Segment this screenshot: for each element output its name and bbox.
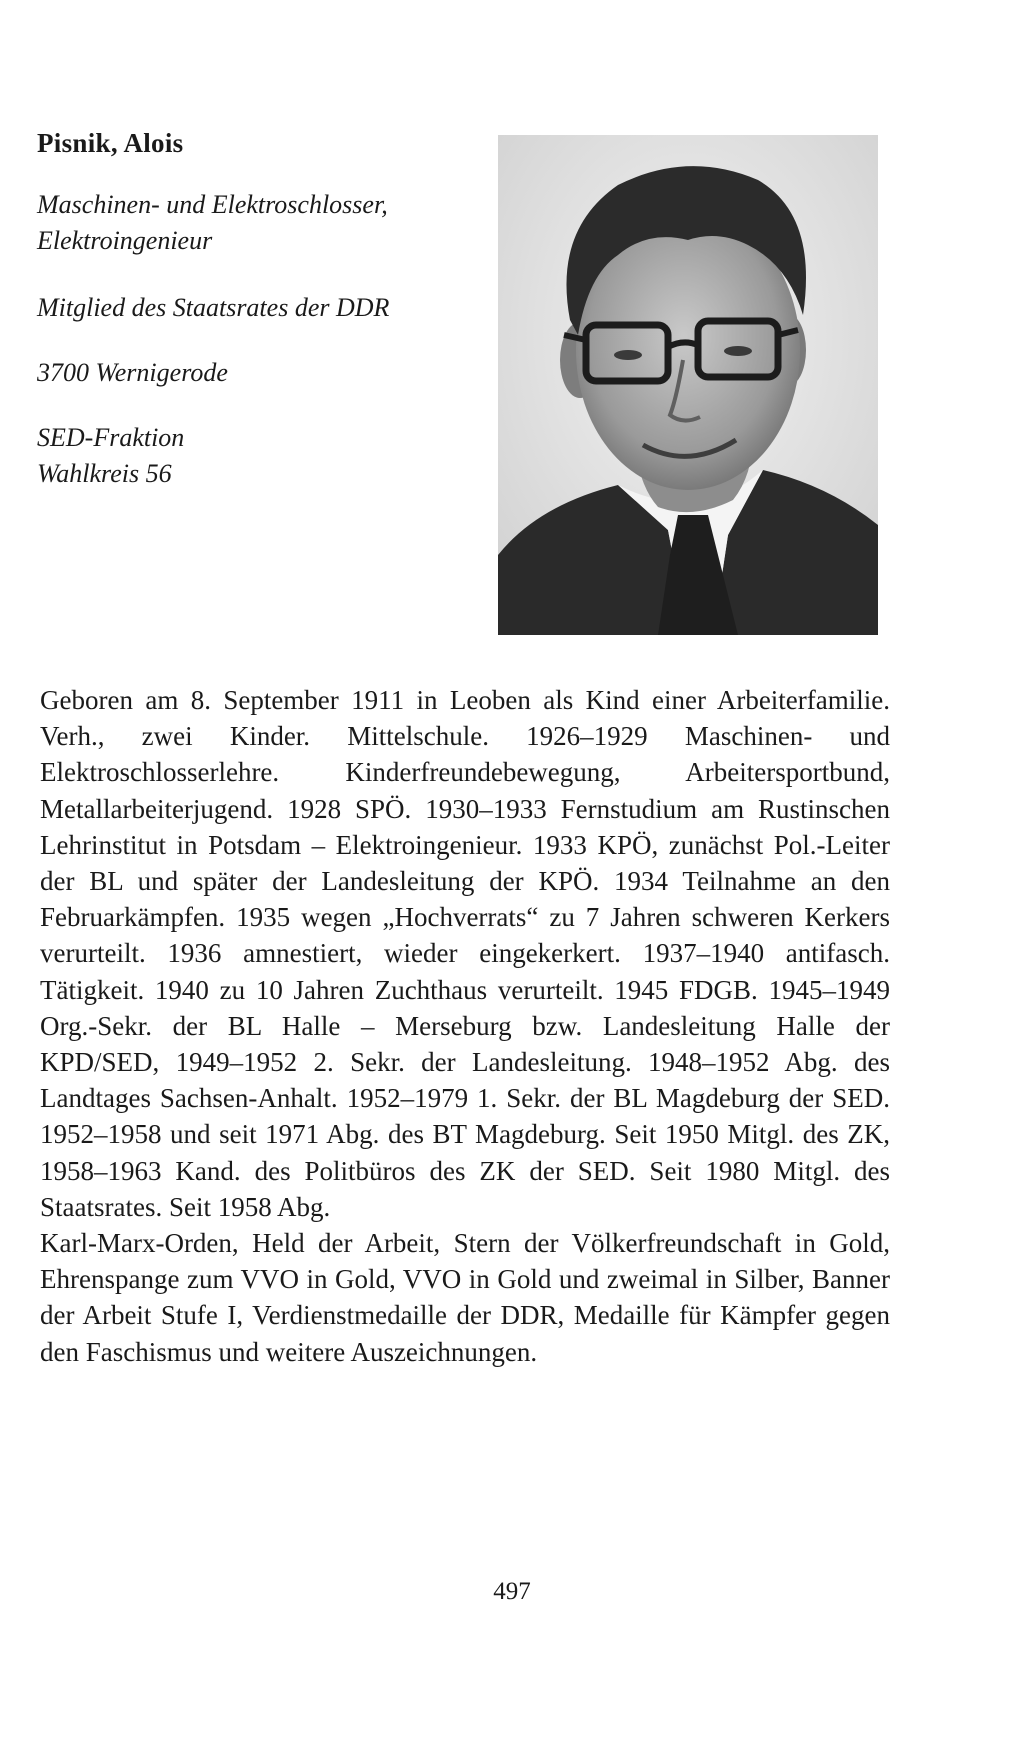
biography [40, 682, 890, 1370]
membership-role [37, 290, 389, 326]
parliament-group [37, 420, 184, 492]
address [37, 355, 228, 391]
awards-paragraph: Karl-Marx-Orden, Held der Arbeit, Stern der Völkerfreundschaft in Gold, Ehrenspange zum VVO in Gold, VVO in Gold und zweimal in Silber, Banner der Arbeit Stufe I, Verdienstmedaille der DDR, Medaille für Kämpfer gegen den Faschismus und weitere Auszeichnungen. [40, 1228, 890, 1367]
profession-line-1: Maschinen- und Elektroschlosser, [37, 190, 388, 219]
portrait-image [498, 135, 878, 635]
portrait-photo [498, 135, 878, 635]
profession-line-2: Elektroingenieur [37, 226, 213, 255]
person-name: Pisnik, Alois [37, 128, 184, 158]
profession [37, 187, 457, 259]
address-text: 3700 Wernigerode [37, 358, 228, 387]
constituency-text: Wahlkreis 56 [37, 459, 172, 488]
fraction-text: SED-Fraktion [37, 423, 185, 452]
biography-paragraph: Geboren am 8. September 1911 in Leoben als Kind einer Arbeiterfamilie. Verh., zwei Kinder. Mittelschule. 1926–1929 Maschinen- und Elektroschlosserlehre. Kinderfreundebewegung, Arbeitersportbund, Metallarbeiterjugend. 1928 SPÖ. 1930–1933 Fernstudium am Rustinschen Lehrinstitut in Potsdam – Elektroingenieur. 1933 KPÖ, zunächst Pol.-Leiter der BL und später der Landesleitung der KPÖ. 1934 Teilnahme an den Februarkämpfen. 1935 wegen „Hochverrats“ zu 7 Jahren schweren Kerkers verurteilt. 1936 amnestiert, wieder eingekerkert. 1937–1940 antifasch. Tätigkeit. 1940 zu 10 Jahren Zuchthaus verurteilt. 1945 FDGB. 1945–1949 Org.-Sekr. der BL Halle – Merseburg bzw. Landesleitung Halle der KPD/SED, 1949–1952 2. Sekr. der Landesleitung. 1948–1952 Abg. des Landtages Sachsen-Anhalt. 1952–1979 1. Sekr. der BL Magdeburg der SED. 1952–1958 und seit 1971 Abg. des BT Magdeburg. Seit 1950 Mitgl. des ZK, 1958–1963 Kand. des Politbüros des ZK der SED. Seit 1980 Mitgl. des Staatsrates. Seit 1958 Abg. [40, 685, 890, 1222]
role-text: Mitglied des Staatsrates der DDR [37, 293, 390, 322]
page-number: 497 [493, 1578, 531, 1605]
